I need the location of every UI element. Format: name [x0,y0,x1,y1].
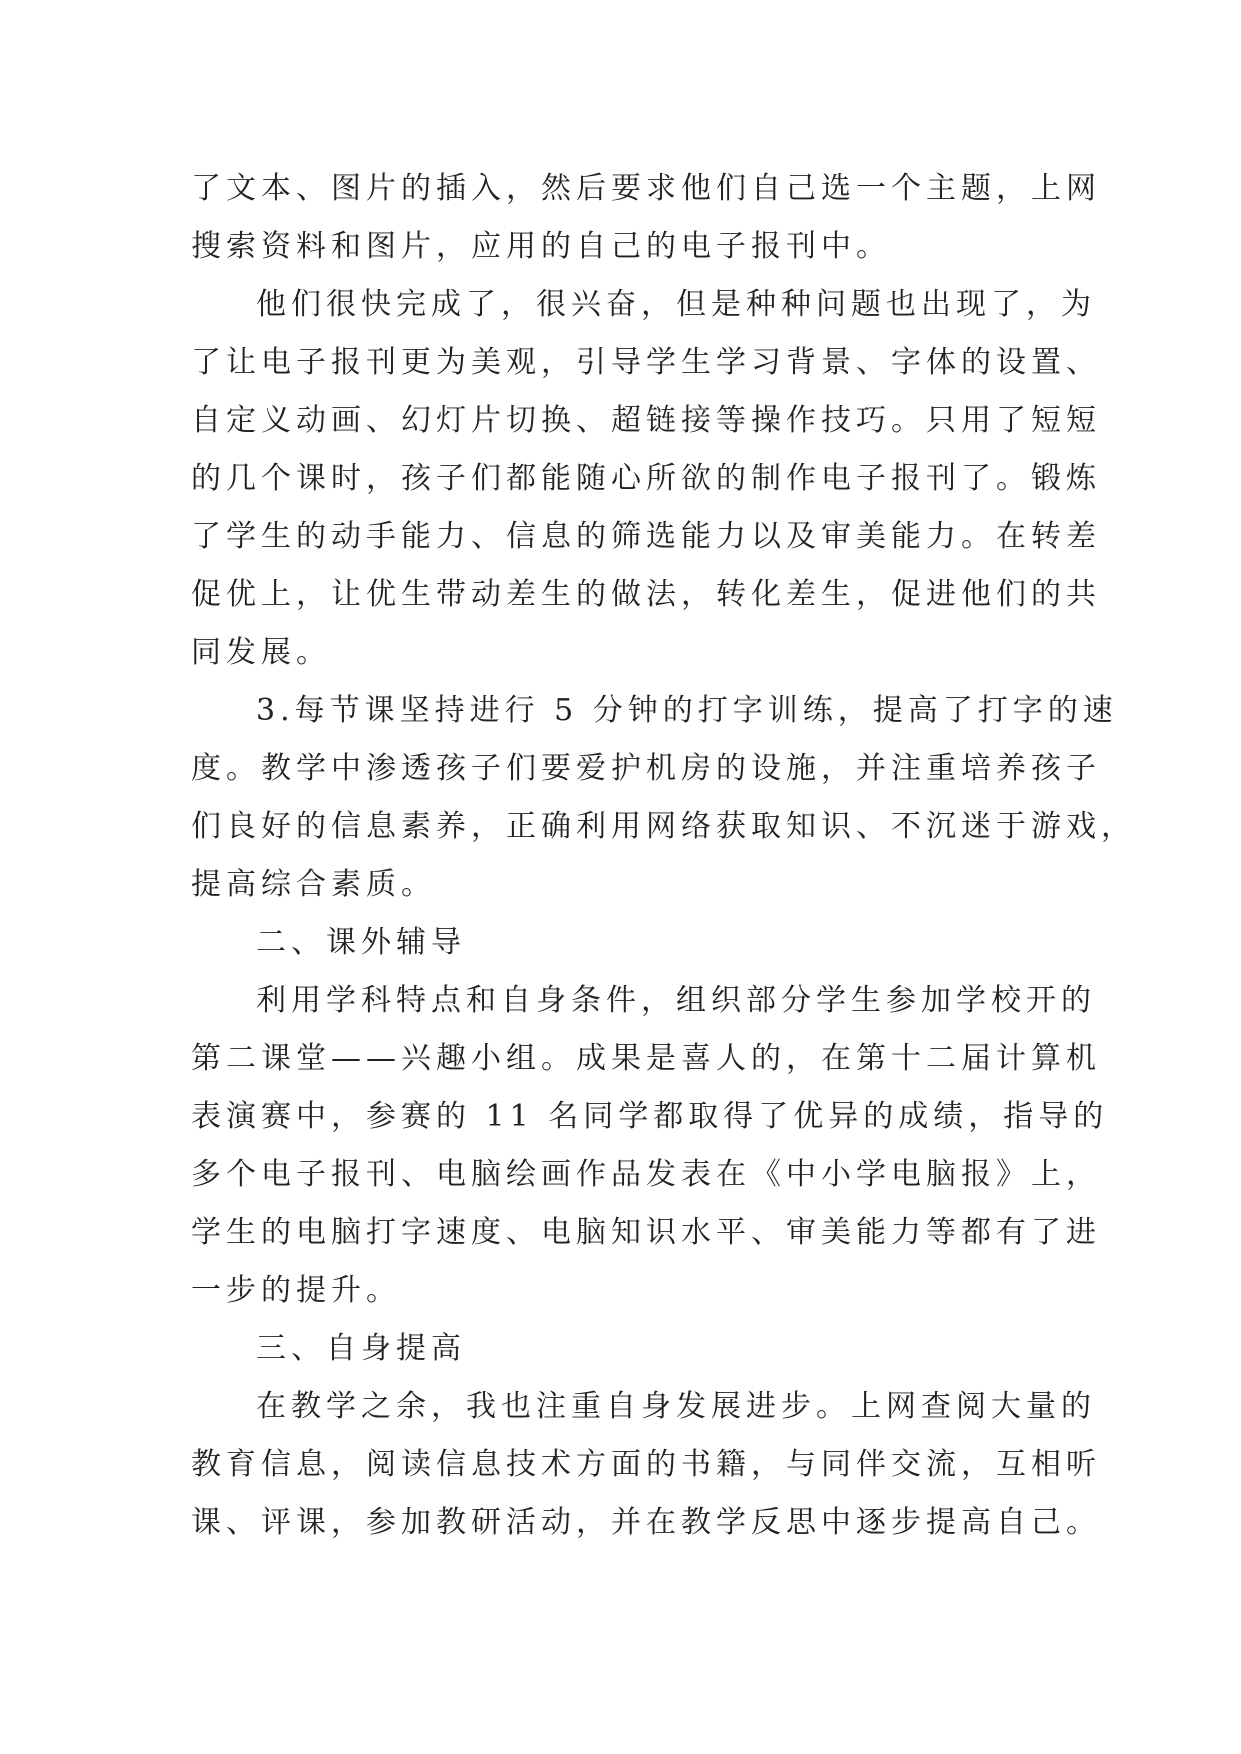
text-line: 了让电子报刊更为美观，引导学生学习背景、字体的设置、 [191,345,1101,380]
text-line: 表演赛中，参赛的 11 名同学都取得了优异的成绩，指导的 [191,1099,1109,1134]
text-line: 一步的提升。 [191,1273,401,1308]
text-line: 他们很快完成了，很兴奋，但是种种问题也出现了，为 [256,287,1096,322]
text-line: 自定义动画、幻灯片切换、超链接等操作技巧。只用了短短 [191,403,1101,438]
text-line: 度。教学中渗透孩子们要爱护机房的设施，并注重培养孩子 [191,751,1101,786]
text-line: 课、评课，参加教研活动，并在教学反思中逐步提高自己。 [191,1505,1101,1540]
text-line: 多个电子报刊、电脑绘画作品发表在《中小学电脑报》上， [191,1157,1101,1192]
text-line: 们良好的信息素养，正确利用网络获取知识、不沉迷于游戏， [191,809,1136,844]
text-line: 了文本、图片的插入，然后要求他们自己选一个主题，上网 [191,171,1101,206]
document-body [191,160,1136,1552]
text-line: 的几个课时，孩子们都能随心所欲的制作电子报刊了。锻炼 [191,461,1101,496]
text-line: 学生的电脑打字速度、电脑知识水平、审美能力等都有了进 [191,1215,1101,1250]
text-line: 第二课堂——兴趣小组。成果是喜人的，在第十二届计算机 [191,1041,1101,1076]
text-line: 在教学之余，我也注重自身发展进步。上网查阅大量的 [256,1389,1096,1424]
section-heading: 三、自身提高 [256,1331,466,1366]
text-line: 提高综合素质。 [191,867,436,902]
text-line: 教育信息，阅读信息技术方面的书籍，与同伴交流，互相听 [191,1447,1101,1482]
text-line: 利用学科特点和自身条件，组织部分学生参加学校开的 [256,983,1096,1018]
text-line: 了学生的动手能力、信息的筛选能力以及审美能力。在转差 [191,519,1101,554]
text-line: 同发展。 [191,635,331,670]
section-heading: 二、课外辅导 [256,925,466,960]
text-line: 3.每节课坚持进行 5 分钟的打字训练，提高了打字的速 [256,693,1118,728]
text-line: 促优上，让优生带动差生的做法，转化差生，促进他们的共 [191,577,1101,612]
text-line: 搜索资料和图片，应用的自己的电子报刊中。 [191,229,891,264]
